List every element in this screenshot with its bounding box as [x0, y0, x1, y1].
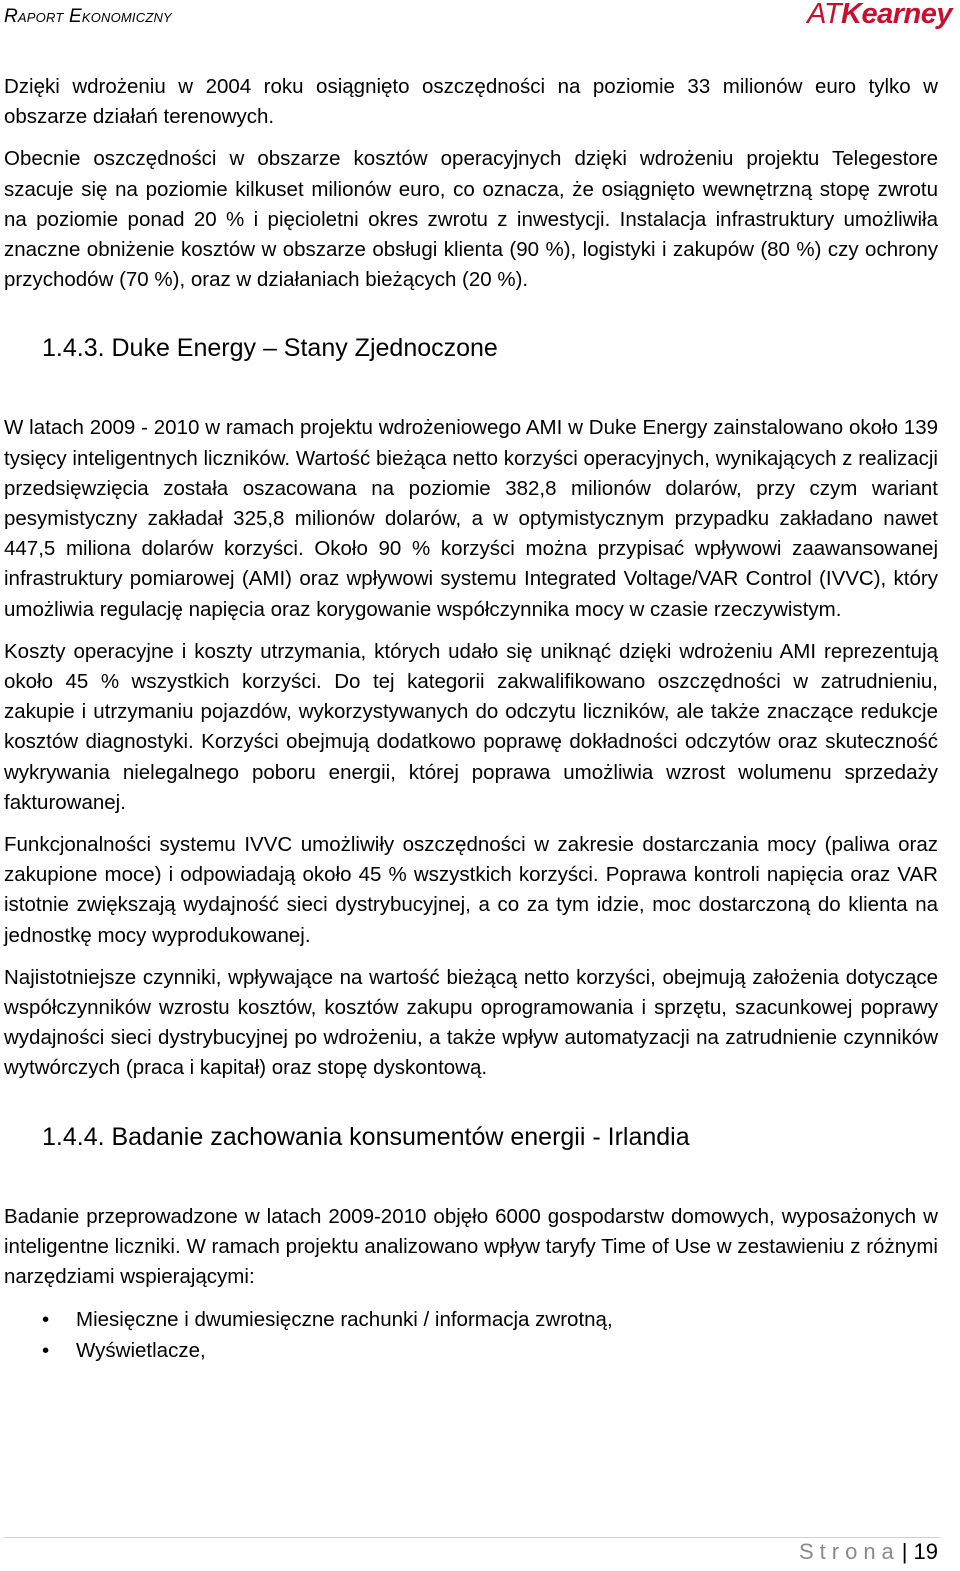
footer-divider: [4, 1537, 940, 1538]
page-label: Strona: [798, 1539, 900, 1564]
page-number: 19: [913, 1539, 938, 1564]
list-item: [4, 1335, 938, 1366]
paragraph-savings-2004: Dzięki wdrożeniu w 2004 roku osiągnięto oszczędności na poziomie 33 milionów euro tylko w obszarze działań terenowych.: [4, 75, 938, 129]
list-item: [4, 1304, 938, 1335]
paragraph-ivvc: Funkcjonalności systemu IVVC umożliwiły oszczędności w zakresie dostarczania mocy (paliwa oraz zakupione moce) i odpowiadają około 45 % wszystkich korzyści. Poprawa kontroli napięcia oraz VAR istotnie zwiększają wydajność sieci dystrybucyjnej, a co za tym idzie, moc dostarczoną do klienta na jednostkę mocy wyprodukowanej.: [4, 833, 938, 947]
heading-duke-energy: 1.4.3. Duke Energy – Stany Zjednoczone: [42, 334, 498, 363]
heading-ireland-study: 1.4.4. Badanie zachowania konsumentów energii - Irlandia: [42, 1122, 690, 1151]
page-footer: [799, 1539, 938, 1565]
paragraph-ireland-study: Badanie przeprowadzone w latach 2009-2010 objęło 6000 gospodarstw domowych, wyposażonych w inteligentne liczniki. W ramach projektu analizowano wpływ taryfy Time of Use w zestawieniu z różnymi narzędziami wspierającymi:: [4, 1204, 938, 1289]
paragraph-duke-ami: W latach 2009 - 2010 w ramach projektu wdrożeniowego AMI w Duke Energy zainstalowano około 139 tysięcy inteligentnych liczników. Wartość bieżąca netto korzyści operacyjnych, wynikających z realizacji przedsięwzięcia została oszacowana na poziomie 382,8 milionów dolarów, przy czym wariant pesymistyczny zakładał 325,8 milionów dolarów, a w optymistycznym przypadku zakładano nawet 447,5 miliona dolarów korzyści. Około 90 % korzyści można przypisać wpływowi zaawansowanej infrastruktury pomiarowej (AMI) oraz wpływowi systemu Integrated Voltage/VAR Control (IVVC), który umożliwia regulację napięcia oraz korygowanie współczynnika mocy w czasie rzeczywistym.: [4, 416, 938, 621]
list-item-text: Wyświetlacze,: [76, 1339, 206, 1363]
paragraph-operating-costs: Koszty operacyjne i koszty utrzymania, których udało się uniknąć dzięki wdrożeniu AMI reprezentują około 45 % wszystkich korzyści. Do tej kategorii zakwalifikowano oszczędności w zatrudnieniu, zakupie i utrzymaniu pojazdów, wykorzystywanych do odczytu liczników, ale także znaczące redukcje kosztów diagnostyki. Korzyści obejmują dodatkowo poprawę dokładności odczytów oraz skuteczność wykrywania nielegalnego poboru energii, której poprawa umożliwia wzrost wolumenu sprzedaży fakturowanej.: [4, 639, 938, 814]
paragraph-key-factors: Najistotniejsze czynniki, wpływające na wartość bieżącą netto korzyści, obejmują założenia dotyczące współczynników wzrostu kosztów, kosztów zakupu oprogramowania i sprzętu, szacunkowej poprawy wydajności sieci dystrybucyjnej po wdrożeniu, a także wpływ automatyzacji na zatrudnienie czynników wytwórczych (praca i kapitał) oraz stopę dyskontową.: [4, 965, 938, 1080]
logo-part-at: AT: [807, 0, 842, 30]
logo-part-kearney: Kearney: [841, 0, 952, 30]
document-body: [4, 72, 938, 1366]
bullet-icon: •: [42, 1308, 50, 1332]
page-separator: |: [901, 1539, 908, 1564]
atkearney-logo: [807, 0, 952, 31]
list-item-text: Miesięczne i dwumiesięczne rachunki / informacja zwrotną,: [76, 1308, 613, 1332]
bullet-icon: •: [42, 1339, 50, 1363]
bullet-list: [4, 1304, 938, 1366]
paragraph-telegestore: Obecnie oszczędności w obszarze kosztów operacyjnych dzięki wdrożeniu projektu Telegestore szacuje się na poziomie kilkuset milionów euro, co oznacza, że osiągnięto wewnętrzną stopę zwrotu na poziomie ponad 20 % i pięcioletni okres zwrotu z inwestycji. Instalacja infrastruktury umożliwiła znaczne obniżenie kosztów w obszarze obsługi klienta (90 %), logistyki i zakupów (80 %) czy ochrony przychodów (70 %), oraz w działaniach bieżących (20 %).: [4, 147, 938, 292]
page-header: [0, 0, 960, 40]
report-title: Raport Ekonomiczny: [4, 6, 172, 27]
